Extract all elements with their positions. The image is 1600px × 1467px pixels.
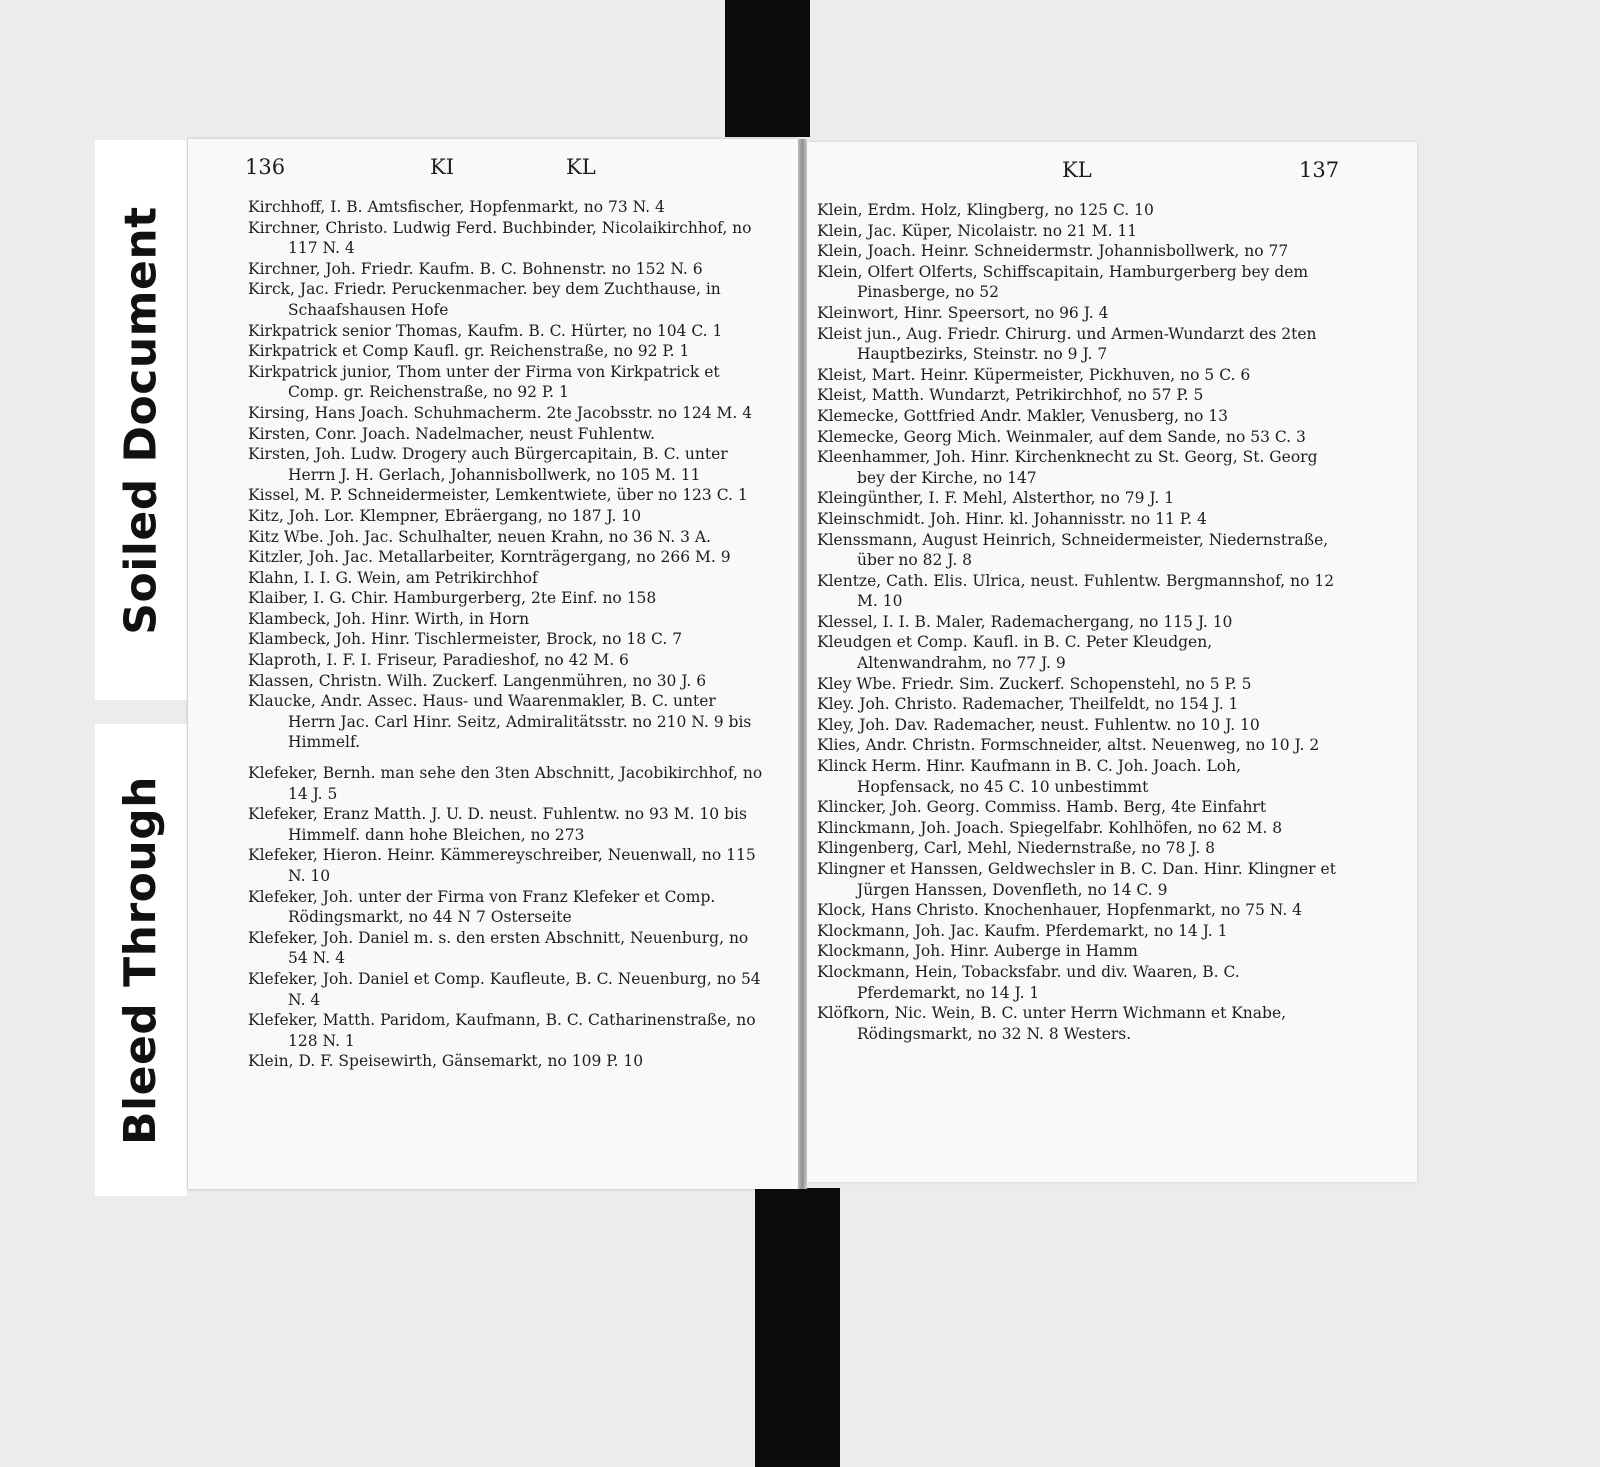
directory-entry: Klefeker, Matth. Paridom, Kaufmann, B. C. Catharinenstraße, no 128 N. 1 xyxy=(248,1011,756,1050)
directory-entry: Klinck Herm. Hinr. Kaufmann in B. C. Joh. Joach. Loh, Hopfensack, no 45 C. 10 unbestimmt xyxy=(817,757,1242,796)
directory-entry: Klaiber, I. G. Chir. Hamburgerberg, 2te Einf. no 158 xyxy=(248,589,657,608)
directory-entry: Kirchner, Christo. Ludwig Ferd. Buchbinder, Nicolaikirchhof, no 117 N. 4 xyxy=(248,218,752,258)
directory-entry: Klenssmann, August Heinrich, Schneidermeister, Niedernstraße, über no 82 J. 8 xyxy=(817,530,1329,570)
binder-clip-bottom xyxy=(755,1188,840,1467)
directory-entry: Klöfkorn, Nic. Wein, B. C. unter Herrn Wichmann et Knabe, Rödingsmarkt, no 32 N. 8 Westers. xyxy=(817,1004,1287,1043)
directory-entry: Kleist, Mart. Heinr. Küpermeister, Pickhuven, no 5 C. 6 xyxy=(817,365,1251,384)
directory-entry: Kirkpatrick et Comp Kaufl. gr. Reichenstraße, no 92 P. 1 xyxy=(248,342,690,361)
directory-entry: Kitzler, Joh. Jac. Metallarbeiter, Kornträgergang, no 266 M. 9 xyxy=(248,548,731,567)
left-page xyxy=(188,139,798,1189)
directory-entry: Kitz Wbe. Joh. Jac. Schulhalter, neuen Krahn, no 36 N. 3 A. xyxy=(248,527,711,546)
directory-entry: Kirchhoff, I. B. Amtsfischer, Hopfenmarkt, no 73 N. 4 xyxy=(248,198,665,216)
running-header: KL xyxy=(566,155,596,179)
directory-entry: Klingenberg, Carl, Mehl, Niedernstraße, no 78 J. 8 xyxy=(817,839,1216,858)
book-gutter xyxy=(798,139,807,1189)
directory-entry: Kleinschmidt. Joh. Hinr. kl. Johannisstr. no 11 P. 4 xyxy=(817,509,1207,528)
directory-entry: Klockmann, Hein, Tobacksfabr. und div. Waaren, B. C. Pferdemarkt, no 14 J. 1 xyxy=(817,962,1240,1002)
directory-entries xyxy=(248,197,768,1072)
directory-entries xyxy=(817,200,1337,1044)
running-header: KI xyxy=(430,155,454,179)
directory-entry: Klahn, I. I. G. Wein, am Petrikirchhof xyxy=(248,568,538,587)
directory-entry: Klies, Andr. Christn. Formschneider, altst. Neuenweg, no 10 J. 2 xyxy=(817,736,1320,755)
directory-entry: Kleingünther, I. F. Mehl, Alsterthor, no 79 J. 1 xyxy=(817,489,1175,508)
directory-entry: Klein, Erdm. Holz, Klingberg, no 125 C. 10 xyxy=(817,201,1154,219)
directory-entry: Kissel, M. P. Schneidermeister, Lemkentwiete, über no 123 C. 1 xyxy=(248,486,748,505)
directory-entry: Klein, Joach. Heinr. Schneidermstr. Johannisbollwerk, no 77 xyxy=(817,242,1289,261)
right-page xyxy=(807,142,1417,1182)
directory-entry: Klein, Jac. Küper, Nicolaistr. no 21 M. 11 xyxy=(817,221,1138,240)
directory-entry: Kirchner, Joh. Friedr. Kaufm. B. C. Bohnenstr. no 152 N. 6 xyxy=(248,259,703,278)
running-header: KL xyxy=(1062,158,1092,182)
directory-entry: Kleudgen et Comp. Kaufl. in B. C. Peter Kleudgen, Altenwandrahm, no 77 J. 9 xyxy=(817,633,1213,673)
directory-entry: Kley. Joh. Christo. Rademacher, Theilfeldt, no 154 J. 1 xyxy=(817,695,1239,714)
directory-entry: Klein, D. F. Speisewirth, Gänsemarkt, no 109 P. 10 xyxy=(248,1052,644,1071)
label-soiled-document: Soiled Document xyxy=(95,140,187,700)
directory-entry: Klassen, Christn. Wilh. Zuckerf. Langenmühren, no 30 J. 6 xyxy=(248,671,707,690)
directory-entry: Kleist, Matth. Wundarzt, Petrikirchhof, no 57 P. 5 xyxy=(817,386,1204,405)
directory-entry: Klentze, Cath. Elis. Ulrica, neust. Fuhlentw. Bergmannshof, no 12 M. 10 xyxy=(817,571,1335,611)
directory-entry: Kley, Joh. Dav. Rademacher, neust. Fuhlentw. no 10 J. 10 xyxy=(817,715,1260,734)
directory-entry: Kirck, Jac. Friedr. Peruckenmacher. bey dem Zuchthause, in Schaafshausen Hofe xyxy=(248,280,721,319)
directory-entry: Klockmann, Joh. Jac. Kaufm. Pferdemarkt, no 14 J. 1 xyxy=(817,921,1228,940)
directory-entry: Kirsten, Conr. Joach. Nadelmacher, neust Fuhlentw. xyxy=(248,424,656,443)
directory-entry: Klefeker, Joh. Daniel et Comp. Kaufleute, B. C. Neuenburg, no 54 N. 4 xyxy=(248,969,761,1009)
directory-entry: Kirkpatrick senior Thomas, Kaufm. B. C. Hürter, no 104 C. 1 xyxy=(248,321,723,340)
page-number: 137 xyxy=(1299,158,1340,182)
directory-entry: Klaproth, I. F. I. Friseur, Paradieshof, no 42 M. 6 xyxy=(248,651,629,670)
directory-entry: Klefeker, Joh. Daniel m. s. den ersten Abschnitt, Neuenburg, no 54 N. 4 xyxy=(248,928,749,968)
label-bleed-through: Bleed Through xyxy=(95,724,187,1196)
directory-entry: Klock, Hans Christo. Knochenhauer, Hopfenmarkt, no 75 N. 4 xyxy=(817,901,1303,920)
directory-entry: Kley Wbe. Friedr. Sim. Zuckerf. Schopenstehl, no 5 P. 5 xyxy=(817,674,1252,693)
directory-entry: Klefeker, Hieron. Heinr. Kämmereyschreiber, Neuenwall, no 115 N. 10 xyxy=(248,846,756,885)
directory-entry: Klemecke, Gottfried Andr. Makler, Venusberg, no 13 xyxy=(817,406,1228,425)
directory-entry: Klefeker, Bernh. man sehe den 3ten Abschnitt, Jacobikirchhof, no 14 J. 5 xyxy=(248,764,763,803)
directory-entry: Klefeker, Eranz Matth. J. U. D. neust. Fuhlentw. no 93 M. 10 bis Himmelf. dann hohe Bleichen, no 273 xyxy=(248,805,747,844)
directory-entry: Kirsing, Hans Joach. Schuhmacherm. 2te Jacobsstr. no 124 M. 4 xyxy=(248,403,753,422)
directory-entry: Klambeck, Joh. Hinr. Tischlermeister, Brock, no 18 C. 7 xyxy=(248,630,683,649)
directory-entry: Klockmann, Joh. Hinr. Auberge in Hamm xyxy=(817,942,1138,961)
directory-entry: Klincker, Joh. Georg. Commiss. Hamb. Berg, 4te Einfahrt xyxy=(817,798,1267,817)
directory-entry: Klaucke, Andr. Assec. Haus- und Waarenmakler, B. C. unter Herrn Jac. Carl Hinr. Seitz, Admiralitätsstr. no 210 N. 9 bis Himmelf. xyxy=(248,692,752,752)
directory-entry: Klinckmann, Joh. Joach. Spiegelfabr. Kohlhöfen, no 62 M. 8 xyxy=(817,818,1283,837)
directory-entry: Klingner et Hanssen, Geldwechsler in B. C. Dan. Hinr. Klingner et Jürgen Hanssen, Dovenfleth, no 14 C. 9 xyxy=(817,860,1336,899)
directory-entry: Klemecke, Georg Mich. Weinmaler, auf dem Sande, no 53 C. 3 xyxy=(817,427,1306,446)
directory-entry: Kirkpatrick junior, Thom unter der Firma von Kirkpatrick et Comp. gr. Reichenstraße, no 92 P. 1 xyxy=(248,362,720,402)
directory-entry: Kleinwort, Hinr. Speersort, no 96 J. 4 xyxy=(817,303,1109,322)
directory-entry: Kitz, Joh. Lor. Klempner, Ebräergang, no 187 J. 10 xyxy=(248,506,642,525)
directory-entry: Kirsten, Joh. Ludw. Drogery auch Bürgercapitain, B. C. unter Herrn J. H. Gerlach, Johannisbollwerk, no 105 M. 11 xyxy=(248,445,728,484)
directory-entry: Klessel, I. I. B. Maler, Rademachergang, no 115 J. 10 xyxy=(817,612,1233,631)
binder-clip-top xyxy=(725,0,810,137)
directory-entry: Kleist jun., Aug. Friedr. Chirurg. und Armen-Wundarzt des 2ten Hauptbezirks, Steinstr. no 9 J. 7 xyxy=(817,324,1317,364)
directory-entry: Klefeker, Joh. unter der Firma von Franz Klefeker et Comp. Rödingsmarkt, no 44 N 7 Osterseite xyxy=(248,887,716,927)
page-number: 136 xyxy=(245,155,286,179)
directory-entry: Klambeck, Joh. Hinr. Wirth, in Horn xyxy=(248,609,530,628)
directory-entry: Klein, Olfert Olferts, Schiffscapitain, Hamburgerberg bey dem Pinasberge, no 52 xyxy=(817,262,1309,302)
directory-entry: Kleenhammer, Joh. Hinr. Kirchenknecht zu St. Georg, St. Georg bey der Kirche, no 147 xyxy=(817,448,1318,487)
